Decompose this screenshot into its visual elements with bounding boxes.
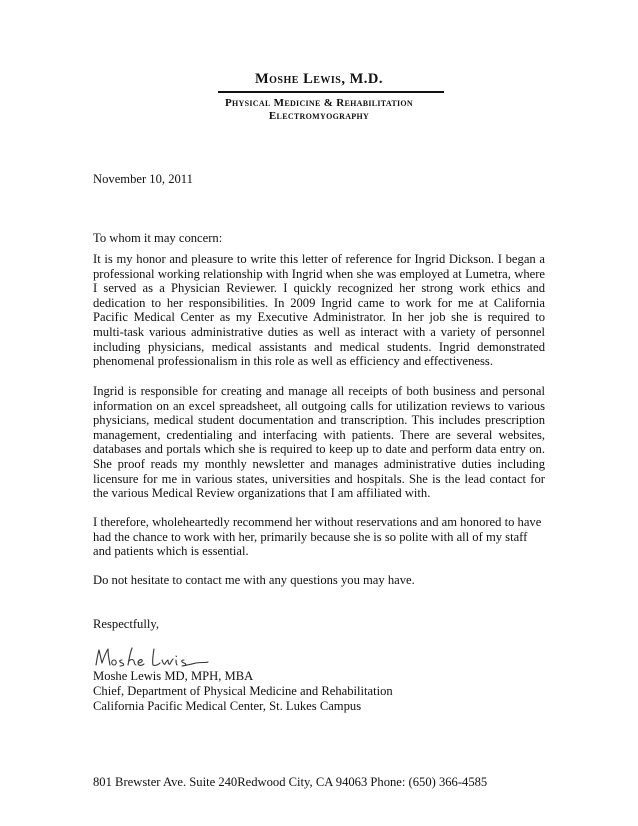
closing: Respectfully, bbox=[93, 617, 159, 631]
letterhead-name: Moshe Lewis, M.D. bbox=[254, 71, 384, 87]
letterhead-specialty-2: Electromyography bbox=[268, 110, 370, 122]
paragraph-1: It is my honor and pleasure to write this letter of reference for Ingrid Dickson. I began a professional working relationship with Ingrid when she was employed at Lumetra, where I served as a Physician Reviewer. I quickly recognized her strong work ethics and dedication to her responsibilities. In 2009 Ingrid came to work for me at California Pacific Medical Center as my Executive Administrator. In her job she is required to multi-task various administrative duties as well as interact with a variety of personnel including physicians, medical assistants and medical students. Ingrid demonstrated phenomenal professionalism in this role as well as efficiency and effectiveness. bbox=[93, 252, 545, 369]
paragraph-4: Do not hesitate to contact me with any questions you may have. bbox=[93, 573, 415, 587]
footer-address: 801 Brewster Ave. Suite 240Redwood City, CA 94063 Phone: (650) 366-4585 bbox=[93, 775, 488, 789]
paragraph-2: Ingrid is responsible for creating and manage all receipts of both business and personal information on an excel spreadsheet, all outgoing calls for utilization reviews to various physicians, medical student documentation and transcription. This includes prescription management, credentialing and interfacing with patients. There are several websites, databases and portals which she is required to keep up to date and perform data entry on. She proof reads my monthly newsletter and manages administrative duties including licensure for me in various states, universities and hospitals. She is the lead contact for the various Medical Review organizations that I am affiliated with. bbox=[93, 384, 545, 501]
letter-date: November 10, 2011 bbox=[93, 172, 193, 186]
letterhead-specialty-1: Physical Medicine & Rehabilitation bbox=[225, 97, 413, 109]
letterhead-rule bbox=[218, 91, 444, 93]
paragraph-3: I therefore, wholeheartedly recommend her without reservations and am honored to have had the chance to work with her, primarily because she is so polite with all of my staff and patients which is essential. bbox=[93, 515, 542, 559]
signer-name: Moshe Lewis MD, MPH, MBA bbox=[93, 669, 254, 683]
salutation: To whom it may concern: bbox=[93, 231, 223, 245]
letterhead-specialties bbox=[0, 97, 638, 123]
signer-organization: California Pacific Medical Center, St. Lukes Campus bbox=[93, 699, 362, 713]
signer-title: Chief, Department of Physical Medicine and Rehabilitation bbox=[93, 684, 393, 698]
signature-image bbox=[92, 645, 212, 671]
